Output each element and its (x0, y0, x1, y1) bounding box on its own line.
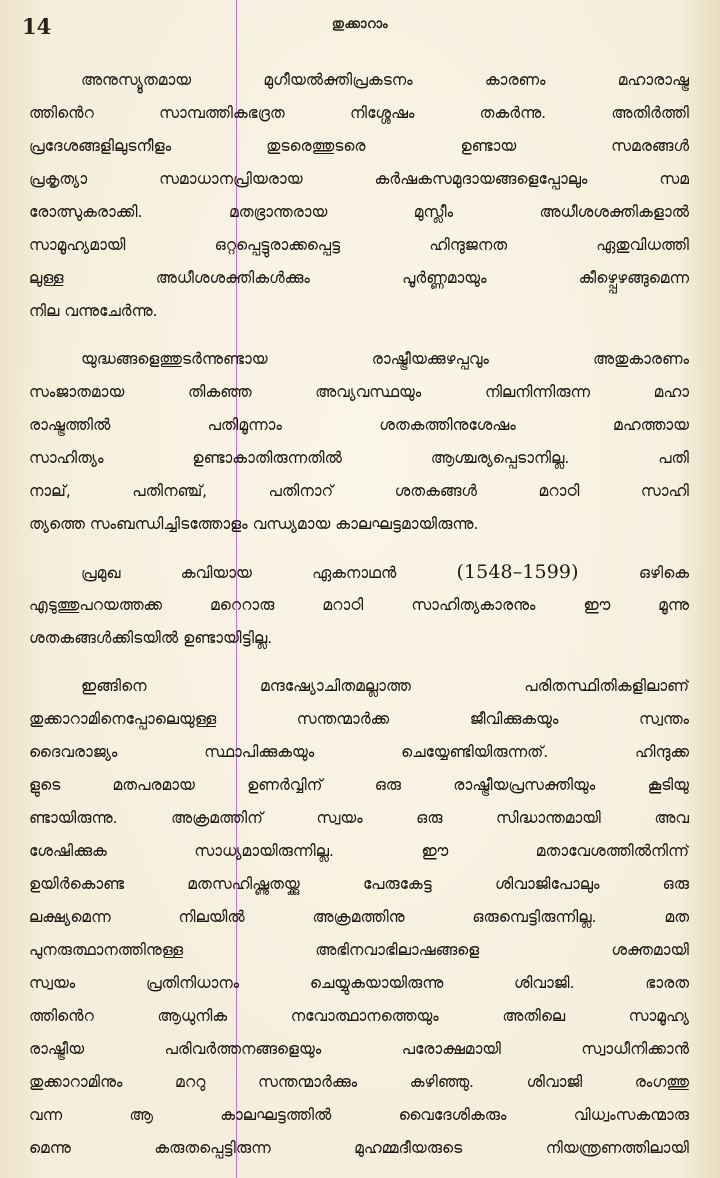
text-line: രോത്സുകരാക്കി. മതഭ്രാന്തരായ മുസ്ലീം അധീശശക്തികളാൽ (29, 203, 689, 221)
text-line: സ്വയം പ്രതിനിധാനം ചെയ്യുകയായിരുന്നു ശിവാജി. ഭാരത (29, 974, 689, 992)
text-line: ശേഷിക്കുക സാധ്യമായിരുന്നില്ല. ഈ മതാവേശത്തിൽനിന്ന് (29, 842, 689, 860)
paragraph-1 (29, 64, 689, 328)
text-line: ലുള്ള അധീശശക്തികൾക്കും പൂർണ്ണമായും കീഴ്പ്പെഴങ്ങുമെന്ന (29, 269, 689, 287)
text-line: നില വന്നുചേർന്നു. (29, 302, 158, 320)
text-line: ണ്ടായിരുന്നു. അക്രമത്തിന് സ്വയം ഒരു സിദ്ധാന്തമായി അവ (29, 809, 689, 827)
running-head: തുക്കാറാം (331, 17, 389, 32)
text-line: അനുസ്യൂതമായ മുഗീയൽക്തിപ്രകടനം കാരണം മഹാരാഷ്ട്ര (81, 71, 689, 89)
text-line: പുനരുത്ഥാനത്തിനുള്ള അഭിനവാഭിലാഷങ്ങളെ ശക്തമായി (29, 941, 689, 959)
text-line: പ്രദേശങ്ങളിലുടനീളം തുടരെത്തുടരെ ഉണ്ടായ സമരങ്ങൾ (29, 137, 689, 155)
text-line: തുക്കാറാമിനെപ്പോലെയുള്ള സന്തന്മാർക്ക ജീവിക്കുകയും സ്വന്തം (29, 710, 689, 728)
text-line: ളുടെ മതപരമായ ഉണർവ്വിന് ഒരു രാഷ്ട്രീയപ്രസക്തിയും കൂടിയു (29, 776, 689, 794)
text-line: ഉയിർകൊണ്ട മതസഹിഷ്ണുതയ്ക്കു പേരുകേട്ട ശിവാജിപോലും ഒരു (29, 875, 689, 893)
text-line: മെന്നു കരുതപ്പെട്ടിരുന്ന മുഹമ്മദീയരുടെ നിയന്ത്രണത്തിലായി (29, 1139, 689, 1157)
text-line: സംജാതമായ തികഞ്ഞ അവ്യവസ്ഥയും നിലനിന്നിരുന്ന മഹാ (29, 383, 689, 401)
text-line: പ്രമുഖ കവിയായ ഏകനാഥൻ (1548–1599) ഒഴികെ (81, 561, 689, 583)
date-range: (1548–1599) (456, 561, 579, 583)
text-line: ത്തിൻെറ ആധുനിക നവോത്ഥാനത്തെയും അതിലെ സാമൂഹ്യ (29, 1007, 689, 1025)
text-line: സാമൂഹ്യമായി ഒറ്റപ്പെട്ടുരാക്കപ്പെട്ട ഹിന്ദുജനത ഏതുവിധത്തി (29, 236, 689, 254)
text-line: സാഹിത്യം ഉണ്ടാകാതിരുന്നതിൽ ആശ്ചര്യപ്പെടാനില്ല. പതി (29, 449, 689, 467)
text-line: ത്തിൻെറ സാമ്പത്തികഭദ്രത നിശ്ശേഷം തകർന്നു. അതിർത്തി (29, 104, 689, 122)
text-line: എടുത്തുപറയത്തക്ക മറെറാരു മറാഠി സാഹിത്യകാരനും ഈ മൂന്നു (29, 596, 689, 614)
text-line: നാല്, പതിനഞ്ച്, പതിനാറ് ശതകങ്ങൾ മറാഠി സാഹി (29, 482, 689, 500)
body-text (29, 64, 689, 1165)
text-line: രാഷ്ട്രീയ പരിവർത്തനങ്ങളെയും പരോക്ഷമായി സ്വാധീനിക്കാൻ (29, 1040, 689, 1058)
text-line: ദൈവരാജ്യം സ്ഥാപിക്കുകയും ചെയ്യേണ്ടിയിരുന്നത്. ഹിന്ദുക്ക (29, 743, 689, 761)
paragraph-3 (29, 556, 689, 655)
text-line: ശതകങ്ങൾക്കിടയിൽ ഉണ്ടായിട്ടില്ല. (29, 629, 273, 647)
paragraph-4 (29, 670, 689, 1165)
paragraph-2 (29, 343, 689, 541)
text-line: ലക്ഷ്യമെന്ന നിലയിൽ അക്രമത്തിനു ഒരുമ്പെട്ടിരുന്നില്ല. മത (29, 908, 689, 926)
text-line: തുക്കാറാമിനും മററു സന്തന്മാർക്കും കഴിഞ്ഞു. ശിവാജി രംഗത്തു (29, 1073, 689, 1091)
text-line: രാഷ്ട്രത്തിൽ പതിമൂന്നാം ശതകത്തിനുശേഷം മഹത്തായ (29, 416, 689, 434)
text-line: യുദ്ധങ്ങളെത്തുടർന്നുണ്ടായ രാഷ്ട്രീയക്കുഴപ്പവും അതുകാരണം (81, 350, 689, 368)
text-line: വന്ന ആ കാലഘട്ടത്തിൽ വൈദേശികരും വിധ്വംസകന്മാരു (29, 1106, 689, 1124)
page-number: 14 (22, 14, 52, 39)
text-line: ഇങ്ങിനെ മന്ദഷ്യോചിതമല്ലാത്ത പരിതസ്ഥിതികളിലാണ് (81, 677, 689, 695)
text-line: പ്രകൃത്യാ സമാധാനപ്രിയരായ കർഷകസമുദായങ്ങളെപ്പോലും സമ (29, 170, 689, 188)
text-line: ത്യത്തെ സംബന്ധിച്ചിടത്തോളം വന്ധ്യമായ കാലഘട്ടമായിരുന്നു. (29, 515, 479, 533)
